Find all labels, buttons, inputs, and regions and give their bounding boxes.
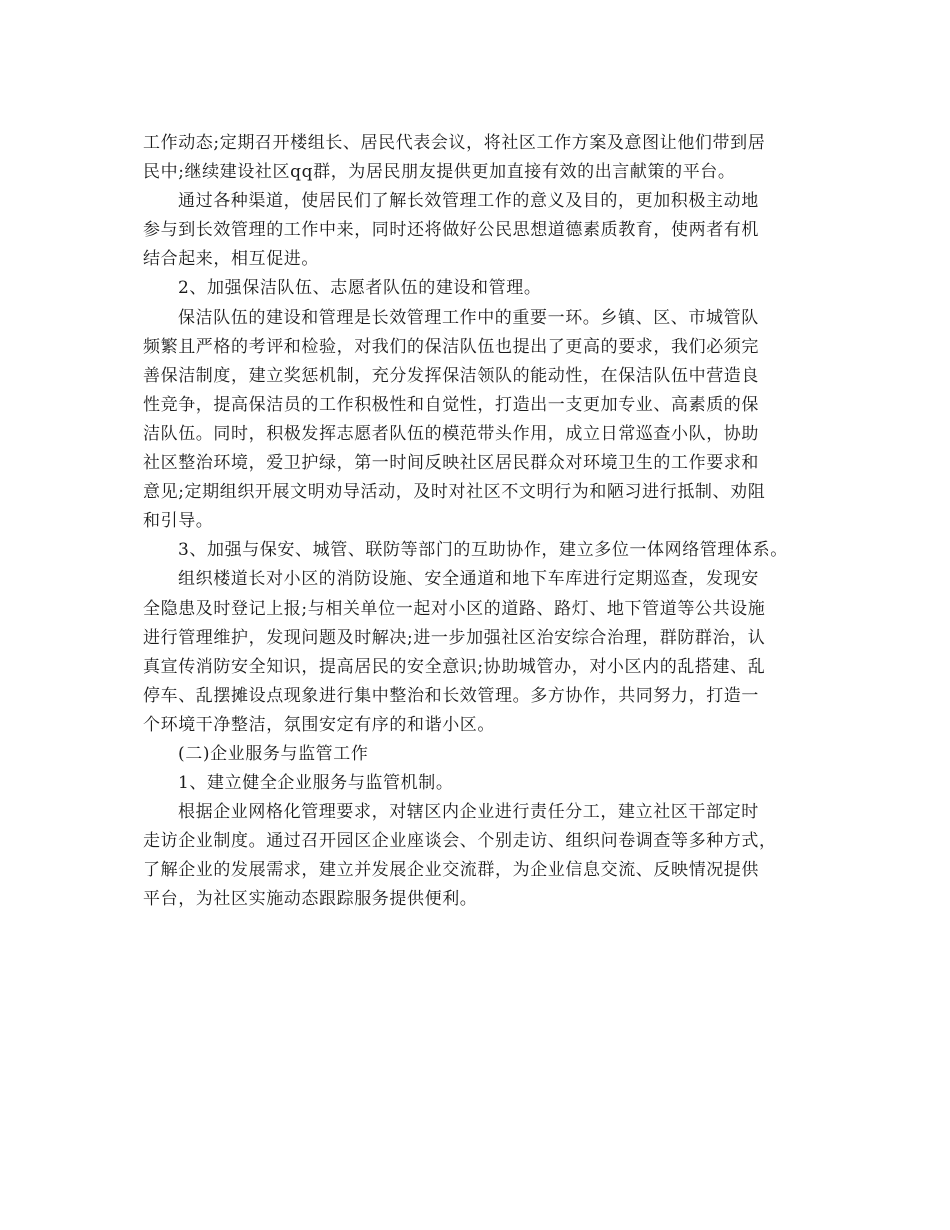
- section-heading: 3、加强与保安、城管、联防等部门的互助协作，建立多位一体网络管理体系。: [178, 540, 788, 561]
- text-line: 性竞争，提高保洁员的工作积极性和自觉性，打造出一支更加专业、高素质的保: [143, 394, 759, 415]
- text-line: 洁队伍。同时，积极发挥志愿者队伍的模范带头作用，成立日常巡查小队，协助: [143, 423, 759, 444]
- section-heading: 1、建立健全企业服务与监管机制。: [178, 773, 454, 794]
- text-line: 工作动态;定期召开楼组长、居民代表会议，将社区工作方案及意图让他们带到居: [143, 133, 766, 153]
- paragraph-first-line: 保洁队伍的建设和管理是长效管理工作中的重要一环。乡镇、区、市城管队: [178, 307, 759, 328]
- text-line: 真宣传消防安全知识，提高居民的安全意识;协助城管办，对小区内的乱搭建、乱: [143, 656, 766, 677]
- text-line: 停车、乱摆摊设点现象进行集中整治和长效管理。多方协作，共同努力，打造一: [143, 685, 759, 706]
- text-line: 全隐患及时登记上报;与相关单位一起对小区的道路、路灯、地下管道等公共设施: [143, 598, 766, 619]
- text-line: 意见;定期组织开展文明劝导活动，及时对社区不文明行为和陋习进行抵制、劝阻: [143, 482, 766, 503]
- paragraph-first-line: 组织楼道长对小区的消防设施、安全通道和地下车库进行定期巡查，发现安: [178, 569, 759, 590]
- text-line: 结合起来，相互促进。: [143, 249, 319, 270]
- text-line: 平台，为社区实施动态跟踪服务提供便利。: [143, 889, 478, 910]
- text-line: 进行管理维护，发现问题及时解决;进一步加强社区治安综合治理，群防群治，认: [143, 627, 766, 648]
- text-line: 了解企业的发展需求，建立并发展企业交流群，为企业信息交流、反映情况提供: [143, 860, 759, 881]
- text-line: 和引导。: [143, 511, 214, 532]
- text-line: 善保洁制度，建立奖惩机制，充分发挥保洁领队的能动性，在保洁队伍中营造良: [143, 365, 759, 386]
- section-heading: (二)企业服务与监管工作: [178, 743, 369, 764]
- text-line: 频繁且严格的考评和检验，对我们的保洁队伍也提出了更高的要求，我们必须完: [143, 336, 759, 357]
- document-body: [143, 129, 813, 915]
- text-line: 参与到长效管理的工作中来，同时还将做好公民思想道德素质教育，使两者有机: [143, 220, 759, 241]
- paragraph-first-line: 根据企业网格化管理要求，对辖区内企业进行责任分工，建立社区干部定时: [178, 802, 759, 823]
- paragraph-first-line: 通过各种渠道，使居民们了解长效管理工作的意义及目的，更加积极主动地: [178, 191, 759, 212]
- text-line: 个环境干净整洁，氛围安定有序的和谐小区。: [143, 714, 495, 735]
- section-heading: 2、加强保洁队伍、志愿者队伍的建设和管理。: [178, 278, 542, 299]
- text-line: 社区整治环境，爱卫护绿，第一时间反映社区居民群众对环境卫生的工作要求和: [143, 453, 759, 474]
- text-line: 走访企业制度。通过召开园区企业座谈会、个别走访、组织问卷调查等多种方式，: [143, 831, 777, 852]
- text-line: 民中;继续建设社区qq群，为居民朋友提供更加直接有效的出言献策的平台。: [143, 162, 736, 183]
